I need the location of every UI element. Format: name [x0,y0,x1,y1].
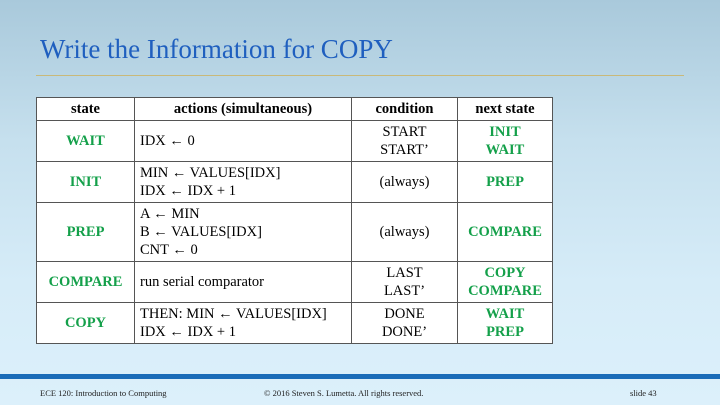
condition-cell [352,162,458,203]
condition-line: DONE [384,306,425,322]
title-divider [36,75,684,76]
actions-cell [135,162,352,203]
footer-copyright: © 2016 Steven S. Lumetta. All rights reserved. [264,388,424,398]
actions-cell [135,303,352,344]
state-cell: PREP [37,203,135,262]
action-line: IDX ← IDX + 1 [140,324,236,340]
table-row [37,162,553,203]
next-state-line: PREP [486,174,524,190]
next-state-line: PREP [486,324,524,340]
condition-line: START [382,124,427,140]
condition-cell [352,303,458,344]
condition-cell [352,121,458,162]
table-row [37,121,553,162]
action-line: B ← VALUES[IDX] [140,224,262,240]
header-actions: actions (simultaneous) [135,98,352,121]
action-line: A ← MIN [140,206,200,222]
header-state: state [37,98,135,121]
condition-line: LAST [386,265,423,281]
table-header-row [37,98,553,121]
footer-bar [0,374,720,379]
action-line: THEN: MIN ← VALUES[IDX] [140,306,327,322]
state-cell: INIT [37,162,135,203]
condition-line: START’ [380,142,429,158]
next-state-line: COMPARE [468,224,542,240]
table-row [37,262,553,303]
action-line: run serial comparator [140,274,265,290]
header-condition: condition [352,98,458,121]
next-state-line: COMPARE [468,283,542,299]
condition-cell [352,262,458,303]
next-state-line: INIT [489,124,521,140]
action-line: MIN ← VALUES[IDX] [140,165,281,181]
action-line: IDX ← IDX + 1 [140,183,236,199]
next-state-cell [458,121,553,162]
actions-cell [135,121,352,162]
next-state-cell [458,162,553,203]
next-state-line: WAIT [485,306,525,322]
action-line: CNT ← 0 [140,242,198,258]
table-row [37,203,553,262]
state-cell: COMPARE [37,262,135,303]
table-row [37,303,553,344]
slide-title: Write the Information for COPY [40,34,393,64]
next-state-line: COPY [484,265,526,281]
header-next-state: next state [458,98,553,121]
condition-line: DONE’ [381,324,428,340]
action-line: IDX ← 0 [140,133,195,149]
next-state-cell [458,262,553,303]
next-state-line: WAIT [485,142,525,158]
state-cell: WAIT [37,121,135,162]
actions-cell [135,203,352,262]
next-state-cell [458,303,553,344]
next-state-cell [458,203,553,262]
condition-line: (always) [379,174,430,190]
state-table [36,97,553,344]
footer-course: ECE 120: Introduction to Computing [40,388,167,398]
condition-line: (always) [379,224,430,240]
condition-line: LAST’ [383,283,426,299]
actions-cell [135,262,352,303]
condition-cell [352,203,458,262]
footer-slide-number: slide 43 [630,388,657,398]
state-cell: COPY [37,303,135,344]
